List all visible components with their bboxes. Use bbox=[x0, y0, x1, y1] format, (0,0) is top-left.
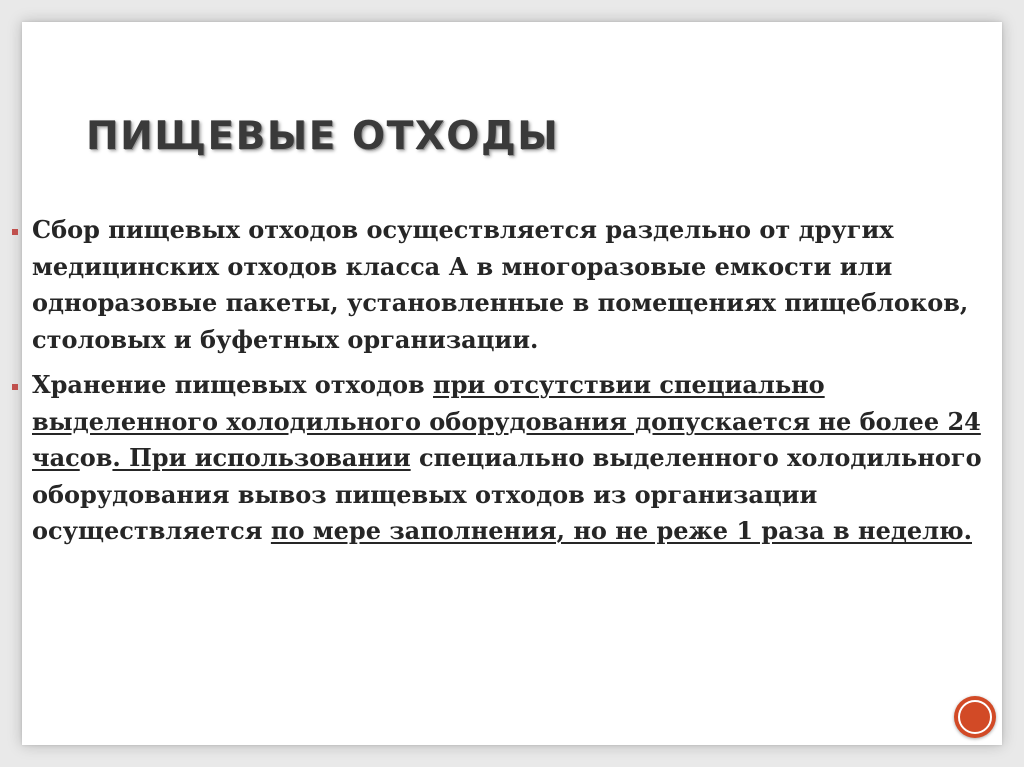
underlined-text: . При использовании bbox=[112, 443, 411, 472]
bullet-text: специально выделенного холодильного оборудования вывоз пищевых отходов из организации осуществляется bbox=[32, 443, 982, 545]
bullet-list bbox=[28, 212, 993, 559]
bullet-text: Хранение пищевых отходов bbox=[32, 370, 434, 399]
corner-circle-icon bbox=[954, 696, 996, 738]
bullet-item-storage bbox=[28, 367, 993, 550]
bullet-text: ов bbox=[79, 443, 113, 472]
bullet-marker-icon bbox=[12, 229, 18, 235]
underlined-text: при отсутствии специально выделенного холодильного оборудования допускается не более 24 час bbox=[32, 370, 981, 472]
underlined-text: по мере заполнения, но не реже 1 раза в неделю. bbox=[270, 516, 972, 545]
bullet-marker-icon bbox=[12, 384, 18, 390]
slide-title: ПИЩЕВЫЕ ОТХОДЫ bbox=[86, 114, 560, 159]
slide bbox=[22, 22, 1002, 745]
bullet-item-collection bbox=[28, 212, 993, 358]
bullet-text: Сбор пищевых отходов осуществляется раздельно от других медицинских отходов класса А в многоразовые емкости или одноразовые пакеты, установленные в помещениях пищеблоков, столовых и буфетных организации. bbox=[32, 215, 969, 354]
